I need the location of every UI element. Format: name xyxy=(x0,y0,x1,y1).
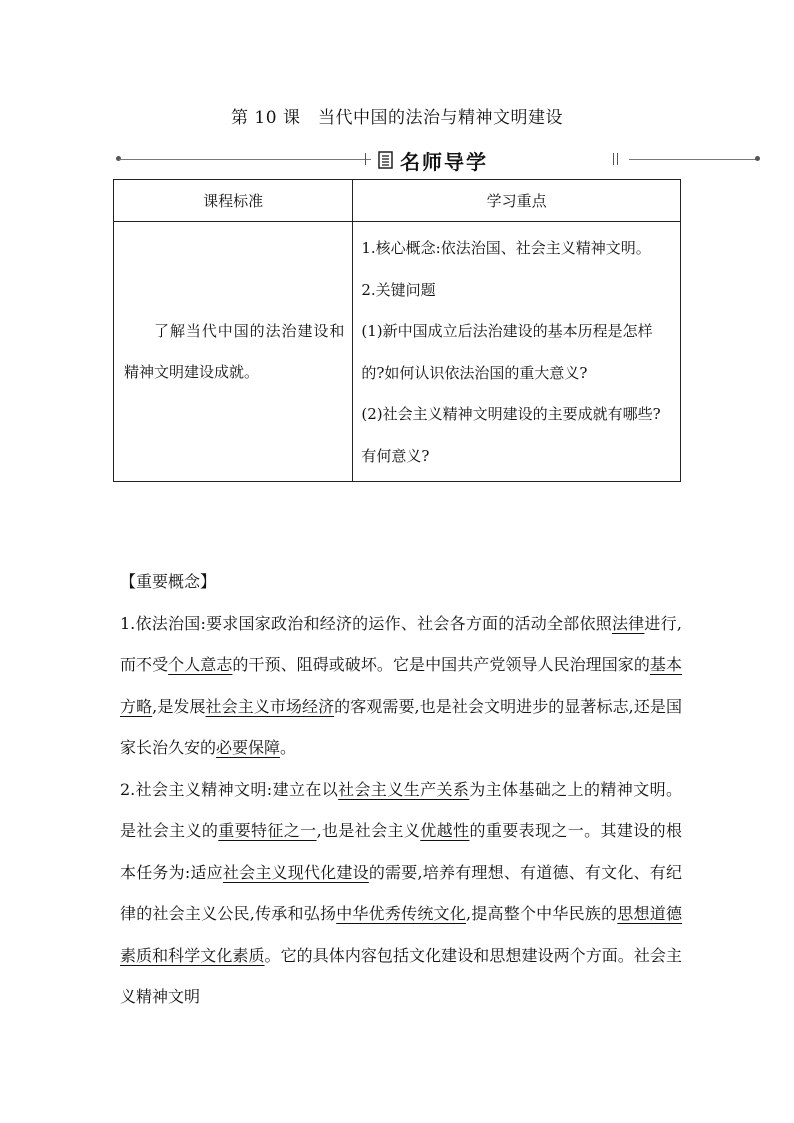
curriculum-table xyxy=(113,179,681,482)
banner-tick xyxy=(617,153,618,165)
key-term: 思想道德素质和科学文化素质 xyxy=(120,904,682,965)
book-icon xyxy=(376,150,396,170)
text-run: 的重要表现之一。其建设的根本任务为:适应 xyxy=(120,821,682,882)
section-banner xyxy=(119,148,759,172)
table-row xyxy=(114,222,681,482)
learning-focus-cell xyxy=(353,222,681,482)
focus-item: 2.关键问题 xyxy=(361,280,436,299)
banner-label: 名师导学 xyxy=(400,150,488,174)
focus-item: 1.核心概念:依法治国、社会主义精神文明。 xyxy=(361,239,651,257)
key-term: 中华优秀传统文化 xyxy=(336,904,466,923)
text-run: ,是发展 xyxy=(152,696,206,716)
curriculum-standard-cell: 了解当代中国的法治建设和精神文明建设成就。 xyxy=(114,222,353,482)
focus-item: (2)社会主义精神文明建设的主要成就有哪些?有何意义? xyxy=(361,405,661,465)
text-run: 。 xyxy=(280,738,297,757)
key-term: 个人意志 xyxy=(168,655,233,674)
key-term: 法律 xyxy=(611,613,645,633)
banner-rule-left xyxy=(119,159,371,160)
text-run: 进行,而不受 xyxy=(120,613,682,674)
text-run: 的需要,培养有理想、有道德、有文化、有纪律的社会主义公民,传承和弘扬 xyxy=(120,862,682,923)
focus-item: (1)新中国成立后法治建设的基本历程是怎样的?如何认识依法治国的重大意义? xyxy=(361,322,653,382)
text-run: 的客观需要,也是社会文明进步的显著标志,还是国家长治久安的 xyxy=(120,696,682,757)
concepts-heading: 【重要概念】 xyxy=(120,572,217,591)
key-term: 重要特征之一 xyxy=(218,821,317,840)
text-run: ,也是社会主义 xyxy=(316,821,421,840)
table-header-row xyxy=(114,180,681,222)
key-term: 优越性 xyxy=(420,821,470,840)
key-term: 社会主义现代化建设 xyxy=(222,862,369,882)
concept-spiritual-civilization xyxy=(120,769,682,1018)
concepts-section xyxy=(120,561,682,1018)
text-run: 1.依法治国:要求国家政治和经济的运作、社会各方面的活动全部依照 xyxy=(120,613,612,633)
header-learning-focus: 学习重点 xyxy=(353,180,681,222)
text-run: 为主体基础之上的精神文明。是社会主义的 xyxy=(120,779,682,840)
banner-rule-right xyxy=(629,159,757,160)
lesson-title: 第 10 课 当代中国的法治与精神文明建设 xyxy=(231,108,563,128)
key-term: 必要保障 xyxy=(216,738,281,757)
banner-tick xyxy=(613,153,614,165)
text-run: 。它的具体内容包括文化建设和思想建设两个方面。社会主义精神文明 xyxy=(120,945,682,1006)
banner-tick xyxy=(365,153,366,165)
text-run: ,提高整个中华民族的 xyxy=(465,904,618,923)
banner-dot xyxy=(755,156,760,161)
text-run: 的干预、阻碍或破坏。它是中国共产党领导人民治理国家的 xyxy=(232,655,650,674)
key-term: 社会主义生产关系 xyxy=(338,779,470,799)
key-term: 基本方略 xyxy=(120,655,682,716)
concept-rule-of-law xyxy=(120,603,682,769)
header-curriculum-standard: 课程标准 xyxy=(114,180,353,222)
text-run: 2.社会主义精神文明:建立在以 xyxy=(120,779,339,799)
key-term: 社会主义市场经济 xyxy=(205,696,335,716)
